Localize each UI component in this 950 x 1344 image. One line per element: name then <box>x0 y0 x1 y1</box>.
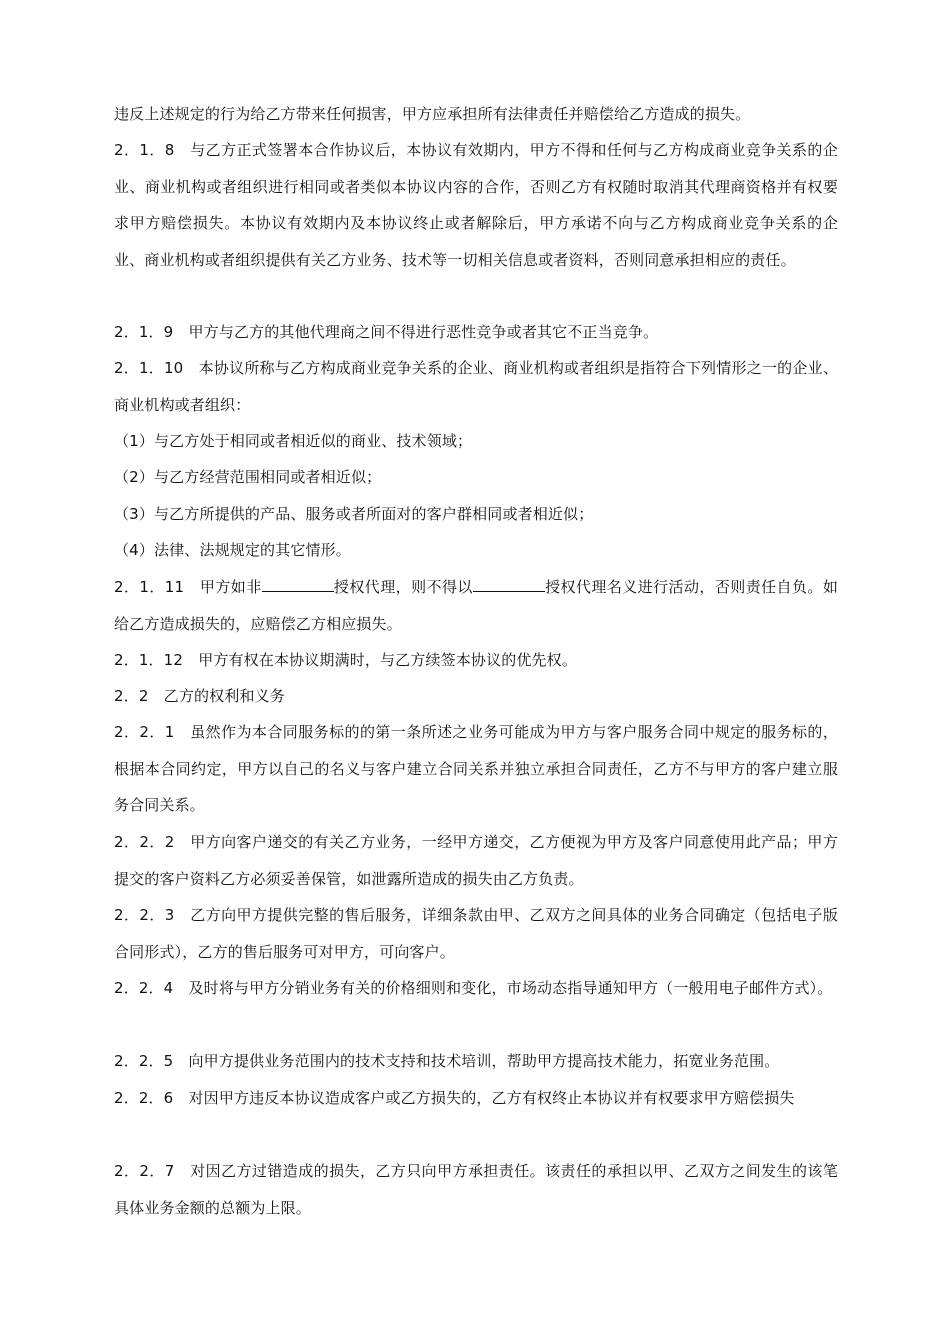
section-2-2-heading: 2．2 乙方的权利和义务 <box>114 687 285 705</box>
list-item-1: （1）与乙方处于相同或者相近似的商业、技术领域； <box>114 432 473 450</box>
clause-2-2-3: 2．2．3 乙方向甲方提供完整的售后服务，详细条款由甲、乙双方之间具体的业务合同确定（包括电子版合同形式），乙方的售后服务可对甲方，可向客户。 <box>114 906 838 961</box>
clause-2-1-12: 2．1．12 甲方有权在本协议期满时，与乙方续签本协议的优先权。 <box>114 651 577 669</box>
clause-2-2-4: 2．2．4 及时将与甲方分销业务有关的价格细则和变化，市场动态指导通知甲方（一般用电子邮件方式）。 <box>114 979 833 997</box>
clause-2-1-11 <box>114 569 838 642</box>
clause-2-1-11-part2: 授权代理，则不得以 <box>333 578 473 596</box>
clause-2-2-1: 2．2．1 虽然作为本合同服务标的的第一条所述之业务可能成为甲方与客户服务合同中规定的服务标的，根据本合同约定，甲方以自己的名义与客户建立合同关系并独立承担合同责任，乙方不与甲方的客户建立服务合同关系。 <box>114 723 838 814</box>
clause-2-2-5: 2．2．5 向甲方提供业务范围内的技术支持和技术培训，帮助甲方提高技术能力，拓宽业务范围。 <box>114 1052 780 1070</box>
clause-2-1-10: 2．1．10 本协议所称与乙方构成商业竞争关系的企业、商业机构或者组织是指符合下列情形之一的企业、商业机构或者组织： <box>114 359 838 414</box>
clause-2-1-9: 2．1．9 甲方与乙方的其他代理商之间不得进行恶性竞争或者其它不正当竞争。 <box>114 323 659 341</box>
clause-2-2-7: 2．2．7 对因乙方过错造成的损失，乙方只向甲方承担责任。该责任的承担以甲、乙双方之间发生的该笔具体业务金额的总额为上限。 <box>114 1162 838 1217</box>
list-item-3: （3）与乙方所提供的产品、服务或者所面对的客户群相同或者相近似； <box>114 505 594 523</box>
clause-2-1-8: 2．1．8 与乙方正式签署本合作协议后，本协议有效期内，甲方不得和任何与乙方构成商业竞争关系的企业、商业机构或者组织进行相同或者类似本协议内容的合作，否则乙方有权随时取消其代理商资格并有权要求甲方赔偿损失。本协议有效期内及本协议终止或者解除后，甲方承诺不向与乙方构成商业竞争关系的企业、商业机构或者组织提供有关乙方业务、技术等一切相关信息或者资料，否则同意承担相应的责任。 <box>114 141 838 269</box>
list-item-4: （4）法律、法规规定的其它情形。 <box>114 541 351 559</box>
blank-line-2 <box>473 577 545 592</box>
clause-2-1-11-part1: 2．1．11 甲方如非 <box>114 578 262 596</box>
list-item-2: （2）与乙方经营范围相同或者相近似； <box>114 468 382 486</box>
clause-2-2-2: 2．2．2 甲方向客户递交的有关乙方业务，一经甲方递交，乙方便视为甲方及客户同意使用此产品；甲方提交的客户资料乙方必须妥善保管，如泄露所造成的损失由乙方负责。 <box>114 833 838 888</box>
clause-2-2-6: 2．2．6 对因甲方违反本协议造成客户或乙方损失的，乙方有权终止本协议并有权要求甲方赔偿损失 <box>114 1089 795 1107</box>
blank-line-1 <box>262 577 334 592</box>
clause-2-1-11-part3: 授权代理名义进行活动，否则责任自负。如给乙方造成损失的，应赔偿乙方相应损失。 <box>114 578 839 633</box>
paragraph-prev-continuation: 违反上述规定的行为给乙方带来任何损害，甲方应承担所有法律责任并赔偿给乙方造成的损失。 <box>114 105 751 123</box>
